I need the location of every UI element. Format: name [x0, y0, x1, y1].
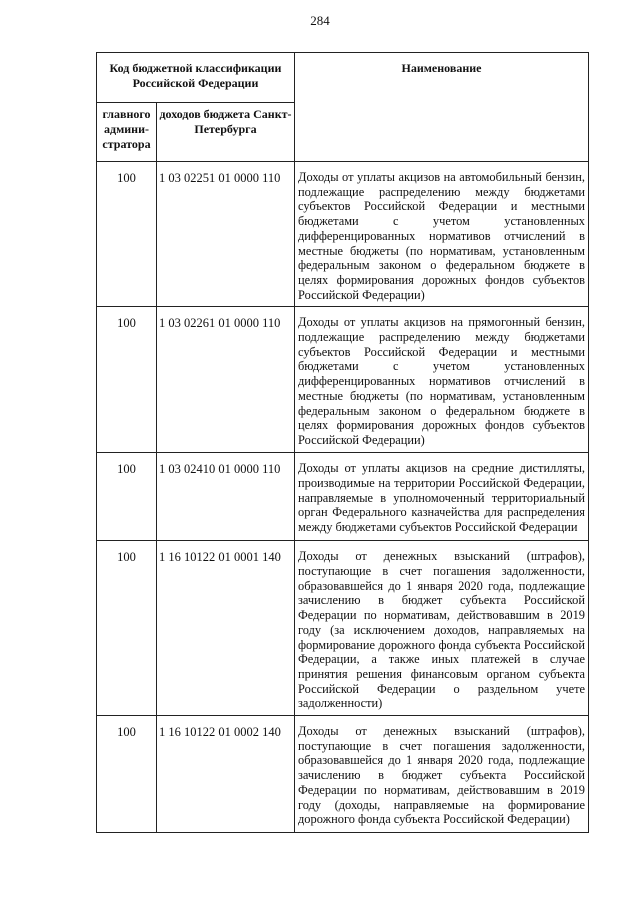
header-name: Наименование — [295, 53, 589, 162]
row-income-code: 1 03 02410 01 0000 110 — [157, 453, 295, 541]
row-name: Доходы от денежных взысканий (штрафов), поступающие в счет погашения задолженности, образовавшейся до 1 января 2020 года, подлежащие зачислению в бюджет субъекта Российской Федерации по нормативам, действовавшим в 2019 году (за исключением доходов, направляемых на формирование дорожного фонда субъекта Российской Федерации, а также иных платежей в случае принятия решения финансовым органом субъекта Российской Федерации о раздельном учете задолженности) — [295, 541, 589, 716]
row-income-code: 1 03 02251 01 0000 110 — [157, 162, 295, 307]
header-admin: главного админи-стратора — [97, 103, 157, 162]
budget-classification-table — [96, 52, 589, 833]
row-admin-code: 100 — [97, 162, 157, 307]
row-admin-code: 100 — [97, 541, 157, 716]
row-income-code: 1 16 10122 01 0001 140 — [157, 541, 295, 716]
row-name: Доходы от уплаты акцизов на средние дистилляты, производимые на территории Российской Федерации, направляемые в уполномоченный территориальный орган Федерального казначейства для распределения между бюджетами субъектов Российской Федерации — [295, 453, 589, 541]
row-name: Доходы от уплаты акцизов на прямогонный бензин, подлежащие распределению между бюджетами субъектов Российской Федерации и местными бюджетами с учетом установленных дифференцированных нормативов отчислений в местные бюджеты (по нормативам, установленным федеральным законом о федеральном бюджете в целях формирования дорожных фондов субъектов Российской Федерации) — [295, 307, 589, 453]
row-admin-code: 100 — [97, 307, 157, 453]
table-row — [97, 541, 589, 716]
row-admin-code: 100 — [97, 453, 157, 541]
row-income-code: 1 03 02261 01 0000 110 — [157, 307, 295, 453]
header-income: доходов бюджета Санкт-Петербурга — [157, 103, 295, 162]
table-row — [97, 453, 589, 541]
table-row — [97, 716, 589, 833]
row-name: Доходы от денежных взысканий (штрафов), поступающие в счет погашения задолженности, образовавшейся до 1 января 2020 года, подлежащие зачислению в бюджет субъекта Российской Федерации по нормативам, действовавшим в 2019 году (доходы, направляемые на формирование дорожного фонда субъекта Российской Федерации) — [295, 716, 589, 833]
row-income-code: 1 16 10122 01 0002 140 — [157, 716, 295, 833]
page-number: 284 — [310, 13, 330, 28]
row-name: Доходы от уплаты акцизов на автомобильный бензин, подлежащие распределению между бюджетами субъектов Российской Федерации и местными бюджетами с учетом установленных дифференцированных нормативов отчислений в местные бюджеты (по нормативам, установленным федеральным законом о федеральном бюджете в целях формирования дорожных фондов субъектов Российской Федерации) — [295, 162, 589, 307]
table-row — [97, 162, 589, 307]
table-row — [97, 307, 589, 453]
header-code-group: Код бюджетной классификации Российской Федерации — [97, 53, 295, 103]
row-admin-code: 100 — [97, 716, 157, 833]
